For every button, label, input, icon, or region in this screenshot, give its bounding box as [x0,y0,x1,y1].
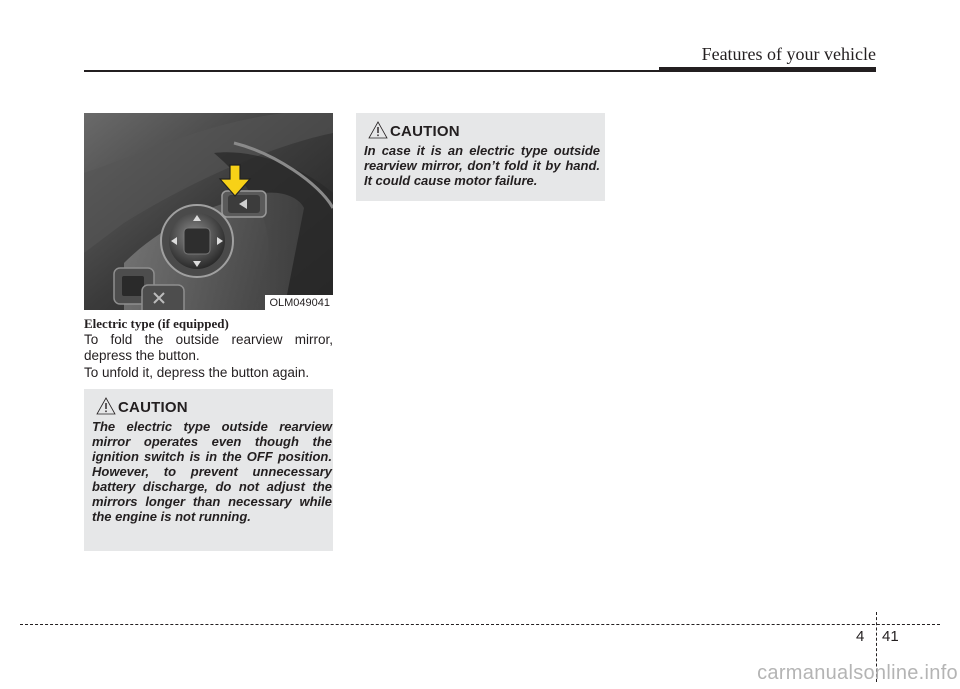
caution-box-1 [84,389,333,551]
warning-triangle-icon [368,121,388,139]
body-paragraph-1: To fold the outside rearview mirror, depress the button. [84,332,333,363]
caution-text: In case it is an electric type outside rearview mirror, don’t fold it by hand. It could cause motor failure. [364,143,600,188]
caution-title: CAUTION [118,399,188,416]
door-panel-illustration [84,113,333,310]
body-paragraph-2: To unfold it, depress the button again. [84,365,310,380]
header-rule-accent [659,67,876,72]
caution-title: CAUTION [390,123,460,140]
watermark: carmanualsonline.info [757,662,958,684]
figure-caption: Electric type (if equipped) [84,316,229,331]
caution-text: The electric type outside rearview mirror operates even though the ignition switch is in the OFF position. However, to prevent unnecessary battery discharge, do not adjust the mirrors longer than necessary while the engine is not running. [92,419,332,524]
mirror-switch-figure [84,113,333,310]
figure-code: OLM049041 [265,295,333,310]
warning-triangle-icon [96,397,116,415]
section-title: Features of your vehicle [701,44,876,64]
header-rule [84,70,659,72]
page-number: 41 [882,628,899,645]
chapter-number: 4 [856,628,865,645]
caution-box-2 [356,113,605,201]
footer-rule [20,624,940,625]
